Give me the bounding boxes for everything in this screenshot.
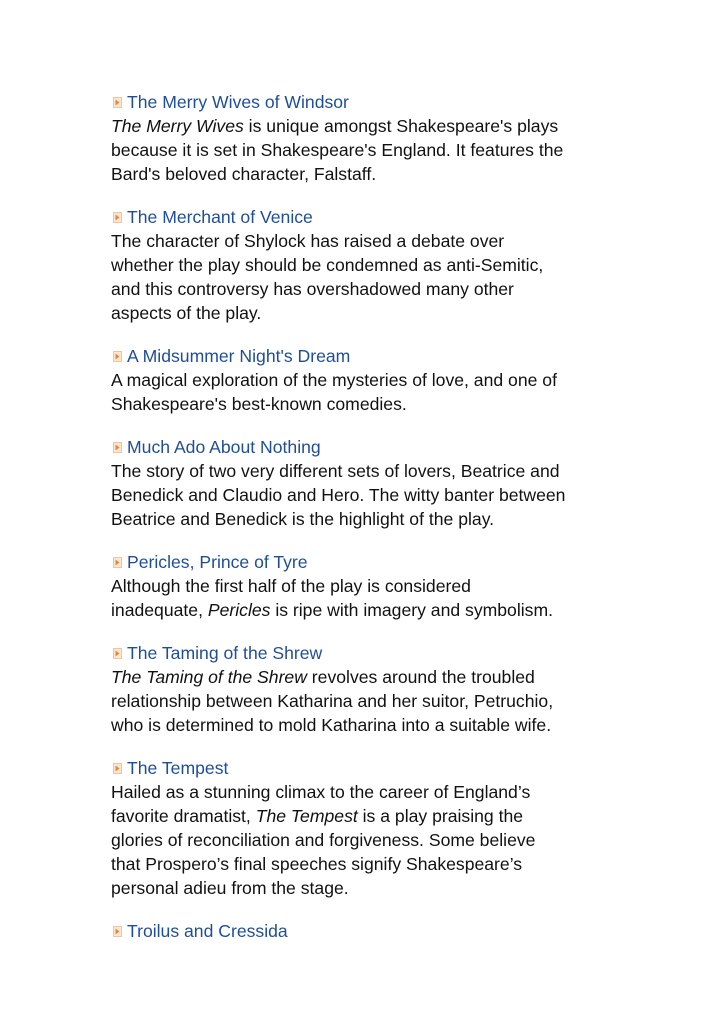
description-text: is a play praising the bbox=[357, 806, 524, 826]
italic-title-text: The Taming of the Shrew bbox=[111, 667, 307, 687]
orange-arrow-bullet-icon bbox=[111, 756, 124, 780]
italic-title-text: The Merry Wives bbox=[111, 116, 244, 136]
description-line bbox=[111, 162, 631, 186]
play-description bbox=[111, 574, 631, 622]
orange-arrow-bullet-icon bbox=[111, 435, 124, 459]
description-line bbox=[111, 804, 631, 828]
play-title-link[interactable]: The Merry Wives of Windsor bbox=[127, 92, 349, 112]
play-title-row bbox=[111, 756, 631, 780]
play-entry bbox=[111, 205, 631, 325]
play-entry bbox=[111, 756, 631, 900]
description-text: Although the first half of the play is considered bbox=[111, 576, 471, 596]
play-title-row bbox=[111, 919, 631, 943]
orange-arrow-bullet-icon bbox=[111, 205, 124, 229]
play-description bbox=[111, 229, 631, 325]
orange-arrow-bullet-icon bbox=[111, 550, 124, 574]
description-line bbox=[111, 876, 631, 900]
play-entry bbox=[111, 641, 631, 737]
play-title-link[interactable]: The Tempest bbox=[127, 758, 229, 778]
description-text: who is determined to mold Katharina into a suitable wife. bbox=[111, 715, 552, 735]
description-text: The character of Shylock has raised a debate over bbox=[111, 231, 505, 251]
play-title-link[interactable]: The Taming of the Shrew bbox=[127, 643, 323, 663]
description-text: Hailed as a stunning climax to the career of England’s bbox=[111, 782, 531, 802]
description-line bbox=[111, 459, 631, 483]
play-title-link[interactable]: A Midsummer Night's Dream bbox=[127, 346, 351, 366]
description-text: is ripe with imagery and symbolism. bbox=[270, 600, 554, 620]
description-text: Bard's beloved character, Falstaff. bbox=[111, 164, 377, 184]
description-text: glories of reconciliation and forgiveness. Some believe bbox=[111, 830, 536, 850]
description-line bbox=[111, 483, 631, 507]
play-entry bbox=[111, 435, 631, 531]
play-description bbox=[111, 114, 631, 186]
description-line bbox=[111, 713, 631, 737]
description-line bbox=[111, 780, 631, 804]
orange-arrow-bullet-icon bbox=[111, 344, 124, 368]
orange-arrow-bullet-icon bbox=[111, 641, 124, 665]
description-line bbox=[111, 689, 631, 713]
description-text: personal adieu from the stage. bbox=[111, 878, 349, 898]
italic-title-text: Pericles bbox=[207, 600, 271, 620]
play-entry bbox=[111, 344, 631, 416]
description-text: inadequate, bbox=[111, 600, 208, 620]
play-description bbox=[111, 459, 631, 531]
description-line bbox=[111, 392, 631, 416]
description-line bbox=[111, 229, 631, 253]
play-entry bbox=[111, 90, 631, 186]
description-text: Beatrice and Benedick is the highlight of the play. bbox=[111, 509, 495, 529]
play-title-link[interactable]: The Merchant of Venice bbox=[127, 207, 313, 227]
play-title-link[interactable]: Pericles, Prince of Tyre bbox=[127, 552, 308, 572]
play-list bbox=[111, 90, 631, 962]
italic-title-text: The Tempest bbox=[255, 806, 358, 826]
description-text: The story of two very different sets of lovers, Beatrice and bbox=[111, 461, 560, 481]
description-text: favorite dramatist, bbox=[111, 806, 256, 826]
description-line bbox=[111, 301, 631, 325]
description-text: A magical exploration of the mysteries of love, and one of bbox=[111, 370, 557, 390]
description-text: Benedick and Claudio and Hero. The witty banter between bbox=[111, 485, 566, 505]
description-line bbox=[111, 574, 631, 598]
description-line bbox=[111, 507, 631, 531]
description-line bbox=[111, 253, 631, 277]
play-title-row bbox=[111, 205, 631, 229]
description-text: because it is set in Shakespeare's England. It features the bbox=[111, 140, 564, 160]
play-description bbox=[111, 665, 631, 737]
description-text: Shakespeare's best-known comedies. bbox=[111, 394, 407, 414]
description-text: and this controversy has overshadowed many other bbox=[111, 279, 514, 299]
orange-arrow-bullet-icon bbox=[111, 90, 124, 114]
play-title-row bbox=[111, 90, 631, 114]
description-line bbox=[111, 138, 631, 162]
description-text: whether the play should be condemned as anti-Semitic, bbox=[111, 255, 544, 275]
description-text: is unique amongst Shakespeare's plays bbox=[243, 116, 559, 136]
play-title-row bbox=[111, 435, 631, 459]
description-line bbox=[111, 852, 631, 876]
play-entry bbox=[111, 919, 631, 943]
play-title-row bbox=[111, 641, 631, 665]
description-text: aspects of the play. bbox=[111, 303, 262, 323]
play-description bbox=[111, 368, 631, 416]
play-description bbox=[111, 780, 631, 900]
description-text: relationship between Katharina and her suitor, Petruchio, bbox=[111, 691, 554, 711]
description-line bbox=[111, 277, 631, 301]
play-title-link[interactable]: Troilus and Cressida bbox=[127, 921, 288, 941]
description-line bbox=[111, 114, 631, 138]
orange-arrow-bullet-icon bbox=[111, 919, 124, 943]
play-title-row bbox=[111, 344, 631, 368]
description-line bbox=[111, 368, 631, 392]
description-text: that Prospero’s final speeches signify Shakespeare’s bbox=[111, 854, 523, 874]
play-entry bbox=[111, 550, 631, 622]
description-line bbox=[111, 665, 631, 689]
description-line bbox=[111, 828, 631, 852]
play-title-link[interactable]: Much Ado About Nothing bbox=[127, 437, 321, 457]
play-title-row bbox=[111, 550, 631, 574]
description-text: revolves around the troubled bbox=[306, 667, 535, 687]
description-line bbox=[111, 598, 631, 622]
